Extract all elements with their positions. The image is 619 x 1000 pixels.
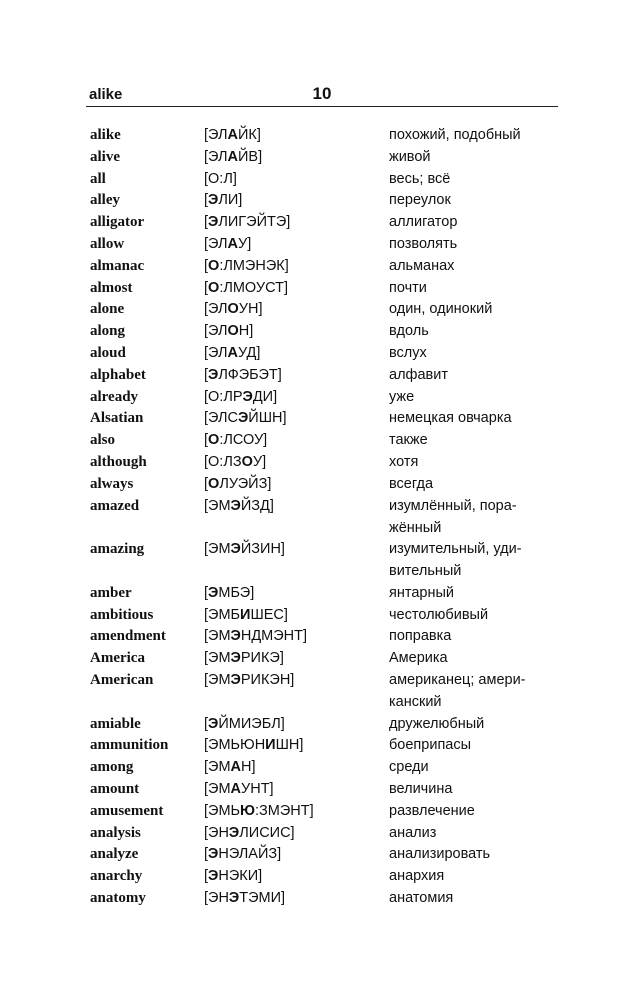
translation-line: живой [389,148,431,165]
stressed-syllable: Э [208,715,219,732]
pronunciation-segment: [ЭН [204,889,229,906]
pronunciation-segment: УНТ] [241,780,274,797]
entry-pronunciation [204,756,256,778]
pronunciation-segment: РИКЭН] [240,671,295,688]
pronunciation-segment: [ЭМ [204,759,231,776]
pronunciation-segment: ЛИ] [218,192,243,209]
dictionary-entry [0,211,619,233]
entry-translation [389,887,559,909]
entry-pronunciation [204,778,274,800]
pronunciation-segment: ЛИГЭЙТЭ] [218,214,291,231]
entry-translation [389,255,559,277]
page-number: 10 [312,84,332,103]
entry-pronunciation [204,211,290,233]
pronunciation-segment: [ЭН [204,824,229,841]
entry-pronunciation [204,865,262,887]
entry-pronunciation [204,713,285,735]
entry-headword: ammunition [90,737,169,754]
pronunciation-segment: :ЛСОУ] [219,432,268,449]
stressed-syllable: Э [228,889,240,906]
entry-pronunciation [204,277,288,299]
translation-line: канский [389,693,442,710]
dictionary-entry [0,756,619,778]
stressed-syllable: Э [208,846,219,863]
pronunciation-segment: ЛФЭБЭТ] [218,366,282,383]
pronunciation-segment: НЭЛАЙЗ] [218,846,282,863]
entry-headword: alphabet [90,366,146,383]
entry-headword: alive [90,148,120,165]
stressed-syllable: О [208,475,220,492]
pronunciation-segment: [ЭМ [204,650,231,667]
translation-line: почти [389,279,427,296]
stressed-syllable: О [227,323,239,340]
dictionary-entry [0,233,619,255]
stressed-syllable: Э [230,628,241,645]
entry-pronunciation [204,669,294,691]
entry-pronunciation [204,407,287,429]
dictionary-entry [0,429,619,451]
entry-pronunciation [204,386,277,408]
dictionary-entry [0,625,619,647]
pronunciation-segment: [О:ЛЗ [204,453,242,470]
entry-pronunciation [204,495,274,517]
entry-translation [389,298,559,320]
translation-line: развлечение [389,802,475,819]
translation-line: анализировать [389,846,491,863]
dictionary-entry [0,298,619,320]
pronunciation-segment: МБЭ] [218,584,255,601]
dictionary-entry [0,538,619,582]
stressed-syllable: Э [230,497,241,514]
translation-line: поправка [389,628,452,645]
stressed-syllable: О [227,301,239,318]
entry-headword: alligator [90,214,145,231]
pronunciation-segment: [ЭЛ [204,235,228,252]
pronunciation-segment: У] [237,235,252,252]
translation-line: похожий, подобный [389,127,521,143]
entry-headword: amber [90,584,132,601]
pronunciation-segment: [ЭМ [204,497,231,514]
entry-headword: along [90,323,126,340]
entry-translation [389,734,559,756]
entry-headword: almanac [90,257,145,274]
entry-pronunciation [204,255,289,277]
translation-line: аллигатор [389,214,458,231]
stressed-syllable: А [230,780,242,797]
dictionary-entry [0,865,619,887]
pronunciation-segment: ШЕС] [250,606,288,623]
entry-pronunciation [204,429,267,451]
entry-headword: ambitious [90,606,154,623]
entry-pronunciation [204,451,266,473]
stressed-syllable: И [265,737,276,754]
entry-pronunciation [204,734,303,756]
entry-translation [389,647,559,669]
entry-pronunciation [204,364,282,386]
entry-pronunciation [204,124,261,146]
stressed-syllable: А [227,127,238,143]
entry-translation [389,386,559,408]
entry-translation [389,538,559,582]
pronunciation-segment: ЙЗИН] [240,541,285,558]
stressed-syllable: А [227,235,238,252]
entry-pronunciation [204,887,285,909]
pronunciation-segment: [ЭМ [204,780,231,797]
entry-translation [389,364,559,386]
entry-pronunciation [204,538,285,560]
entry-headword: anatomy [90,889,146,906]
entry-translation [389,277,559,299]
translation-line: среди [389,759,429,776]
pronunciation-segment: [ [204,214,209,231]
translation-line: анархия [389,868,445,885]
pronunciation-segment: [ЭЛ [204,323,228,340]
dictionary-entry [0,734,619,756]
pronunciation-segment: НДМЭНТ] [240,628,308,645]
entry-translation [389,582,559,604]
pronunciation-segment: [ [204,192,209,209]
stressed-syllable: Э [228,824,240,841]
entry-translation [389,843,559,865]
pronunciation-segment: [ЭЛС [204,410,238,427]
translation-line: вдоль [389,323,429,340]
entry-list [0,124,619,909]
dictionary-entry [0,669,619,713]
pronunciation-segment: [ЭЛ [204,148,228,165]
entry-headword: alley [90,192,120,209]
stressed-syllable: И [240,606,251,623]
dictionary-entry [0,255,619,277]
entry-pronunciation [204,168,237,190]
entry-pronunciation [204,604,288,626]
translation-line: честолюбивый [389,606,489,623]
entry-translation [389,211,559,233]
dictionary-entry [0,189,619,211]
entry-translation [389,713,559,735]
entry-headword: aloud [90,344,126,361]
pronunciation-segment: НЭКИ] [218,868,263,885]
translation-line: янтарный [389,584,454,601]
translation-line: весь; всё [389,170,451,187]
entry-headword: amazed [90,497,140,514]
translation-line: также [389,432,428,449]
pronunciation-segment: ШН] [275,737,304,754]
pronunciation-segment: ЛУЭЙЗ] [219,475,272,492]
pronunciation-segment: ТЭМИ] [239,889,286,906]
dictionary-entry [0,582,619,604]
dictionary-entry [0,713,619,735]
pronunciation-segment: ЛИСИС] [239,824,295,841]
stressed-syllable: Э [230,671,241,688]
entry-pronunciation [204,625,307,647]
running-head-word: alike [89,86,123,103]
dictionary-entry [0,800,619,822]
entry-headword: America [90,650,145,667]
dictionary-entry [0,407,619,429]
pronunciation-segment: [ [204,584,209,601]
translation-line: изумлённый, пора- [389,497,517,514]
stressed-syllable: О [208,279,220,296]
translation-line: боеприпасы [389,737,472,754]
entry-translation [389,407,559,429]
translation-line: Америка [389,650,448,667]
entry-headword: Alsatian [90,410,144,427]
entry-headword: among [90,759,134,776]
pronunciation-segment: У] [252,453,267,470]
dictionary-entry [0,342,619,364]
pronunciation-segment: [ [204,432,209,449]
stressed-syllable: А [227,148,238,165]
entry-headword: amiable [90,715,141,732]
entry-pronunciation [204,298,263,320]
entry-translation [389,473,559,495]
entry-headword: already [90,388,139,405]
entry-headword: always [90,475,134,492]
entry-translation [389,233,559,255]
translation-line: анализ [389,824,437,841]
entry-translation [389,822,559,844]
entry-translation [389,756,559,778]
dictionary-entry [0,887,619,909]
entry-translation [389,625,559,647]
pronunciation-segment: :ЛМЭНЭК] [219,257,289,274]
pronunciation-segment: [ЭМЬЮН [204,737,266,754]
dictionary-entry [0,386,619,408]
translation-line: дружелюбный [389,715,485,732]
entry-translation [389,451,559,473]
entry-translation [389,669,559,713]
pronunciation-segment: УД] [237,344,261,361]
translation-line: анатомия [389,889,454,906]
dictionary-entry [0,451,619,473]
stressed-syllable: Э [208,192,219,209]
translation-line: хотя [389,453,419,470]
dictionary-entry [0,822,619,844]
pronunciation-segment: [ [204,257,209,274]
pronunciation-segment: [ЭМЬ [204,802,241,819]
pronunciation-segment: [ЭЛ [204,344,228,361]
pronunciation-segment: [О:ЛР [204,388,243,405]
pronunciation-segment: [ЭМ [204,628,231,645]
entry-pronunciation [204,342,260,364]
translation-line: немецкая овчарка [389,410,512,427]
pronunciation-segment: Н] [241,759,256,776]
pronunciation-segment: :ЛМОУСТ] [219,279,288,296]
entry-headword: allow [90,235,125,252]
dictionary-entry [0,124,619,146]
pronunciation-segment: [ЭЛ [204,127,228,143]
pronunciation-segment: [ЭМБ [204,606,241,623]
entry-pronunciation [204,320,253,342]
pronunciation-segment: ЙЗД] [240,497,274,514]
entry-headword: anarchy [90,868,143,885]
entry-translation [389,429,559,451]
pronunciation-segment: ЙШН] [248,410,287,427]
entry-pronunciation [204,189,242,211]
pronunciation-segment: [ЭМ [204,541,231,558]
stressed-syllable: О [208,257,220,274]
entry-translation [389,146,559,168]
entry-pronunciation [204,473,271,495]
entry-headword: almost [90,279,133,296]
stressed-syllable: Э [208,584,219,601]
entry-headword: alike [90,127,121,143]
pronunciation-segment: [ [204,846,209,863]
stressed-syllable: Ю [240,802,255,819]
entry-headword: although [90,453,147,470]
pronunciation-segment: ЙМИЭБЛ] [218,715,285,732]
entry-pronunciation [204,800,314,822]
entry-pronunciation [204,647,284,669]
dictionary-entry [0,277,619,299]
translation-line: алфавит [389,366,448,383]
stressed-syllable: Э [230,650,241,667]
entry-translation [389,778,559,800]
entry-headword: amusement [90,802,164,819]
entry-translation [389,168,559,190]
translation-line: американец; амери- [389,671,526,688]
translation-line: изумительный, уди- [389,541,522,558]
entry-headword: amendment [90,628,166,645]
dictionary-entry [0,778,619,800]
entry-headword: amazing [90,541,145,558]
dictionary-entry [0,647,619,669]
stressed-syllable: О [208,432,220,449]
stressed-syllable: Э [230,541,241,558]
dictionary-entry [0,473,619,495]
pronunciation-segment: [О:Л] [204,170,237,187]
entry-translation [389,865,559,887]
running-head [86,84,558,106]
pronunciation-segment: [ [204,868,209,885]
entry-translation [389,342,559,364]
translation-line: альманах [389,257,455,274]
entry-pronunciation [204,822,295,844]
dictionary-entry [0,843,619,865]
entry-pronunciation [204,843,281,865]
entry-translation [389,604,559,626]
translation-line: позволять [389,235,458,252]
pronunciation-segment: [ЭЛ [204,301,228,318]
pronunciation-segment: ДИ] [252,388,278,405]
entry-headword: alone [90,301,125,318]
stressed-syllable: Э [208,214,219,231]
entry-translation [389,320,559,342]
entry-headword: amount [90,780,140,797]
stressed-syllable: О [241,453,253,470]
stressed-syllable: Э [242,388,253,405]
header-rule [86,106,558,107]
entry-headword: analysis [90,824,141,841]
pronunciation-segment: :ЗМЭНТ] [255,802,314,819]
pronunciation-segment: [ [204,715,209,732]
pronunciation-segment: РИКЭ] [240,650,284,667]
entry-translation [389,495,559,539]
translation-line: всегда [389,475,434,492]
dictionary-entry [0,146,619,168]
entry-translation [389,189,559,211]
dictionary-entry [0,168,619,190]
dictionary-entry [0,320,619,342]
translation-line: вслух [389,344,427,361]
translation-line: переулок [389,192,451,209]
entry-headword: American [90,671,154,688]
entry-pronunciation [204,582,254,604]
translation-line: жённый [389,519,442,536]
translation-line: вительный [389,563,462,580]
stressed-syllable: Э [237,410,249,427]
pronunciation-segment: [ [204,366,209,383]
pronunciation-segment: ЙВ] [237,148,263,165]
entry-headword: also [90,432,116,449]
entry-translation [389,124,559,146]
dictionary-entry [0,604,619,626]
stressed-syllable: Э [208,868,219,885]
pronunciation-segment: УН] [238,301,263,318]
pronunciation-segment: ЙК] [237,127,261,143]
pronunciation-segment: [ [204,279,209,296]
pronunciation-segment: [ЭМ [204,671,231,688]
dictionary-entry [0,495,619,539]
translation-line: один, одинокий [389,301,493,318]
stressed-syllable: Э [208,366,219,383]
entry-headword: all [90,170,106,187]
translation-line: уже [389,388,415,405]
entry-pronunciation [204,233,251,255]
translation-line: величина [389,780,453,797]
entry-pronunciation [204,146,262,168]
stressed-syllable: А [227,344,238,361]
pronunciation-segment: [ [204,475,209,492]
entry-headword: analyze [90,846,139,863]
pronunciation-segment: Н] [238,323,254,340]
stressed-syllable: А [230,759,242,776]
entry-translation [389,800,559,822]
dictionary-entry [0,364,619,386]
